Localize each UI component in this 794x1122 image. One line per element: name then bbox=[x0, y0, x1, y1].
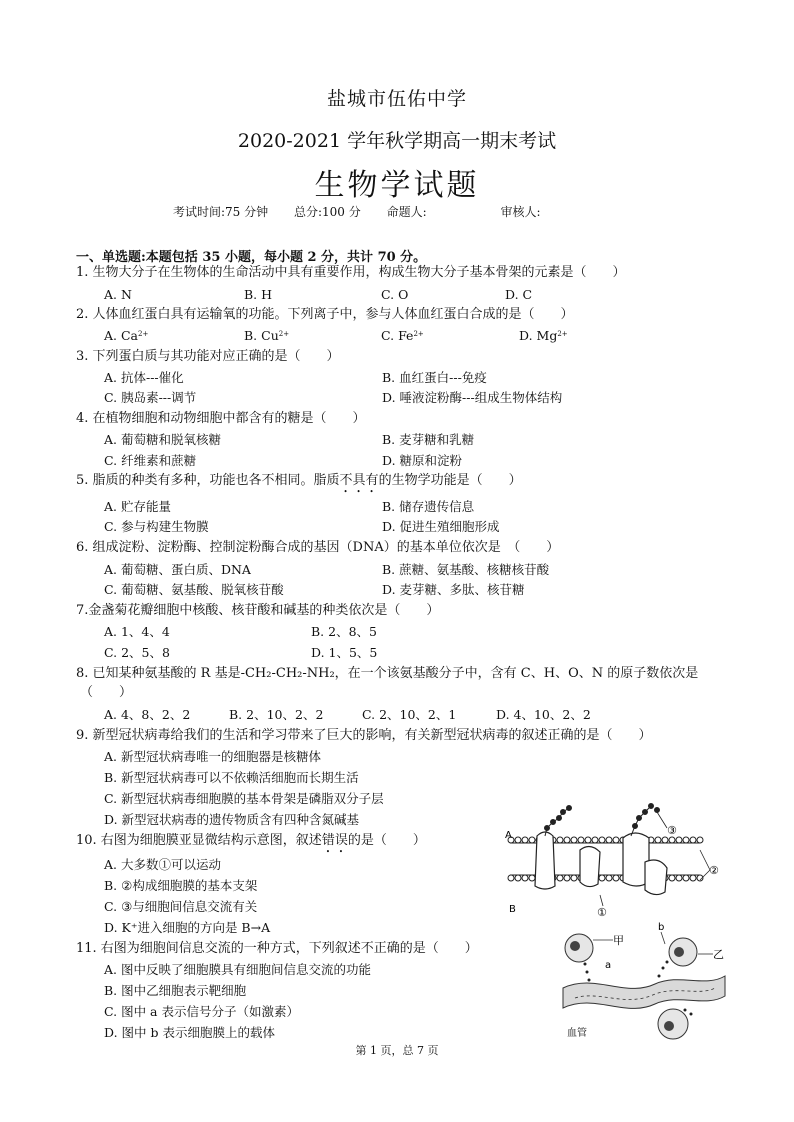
option: A. 1、4、4 bbox=[104, 624, 170, 639]
option: B. 麦芽糖和乳糖 bbox=[382, 432, 475, 447]
glycoprotein-chain bbox=[545, 804, 660, 837]
option: D. 1、5、5 bbox=[311, 645, 378, 660]
option: D. 唾液淀粉酶---组成生物体结构 bbox=[382, 390, 563, 405]
phospholipid-head bbox=[557, 837, 563, 843]
question-stem: 8. 已知某种氨基酸的 R 基是-CH₂-CH₂-NH₂，在一个该氨基酸分子中，含有 C、H、O、N 的原子数依次是 bbox=[76, 666, 699, 681]
option: B. 蔗糖、氨基酸、核糖核苷酸 bbox=[382, 562, 550, 577]
exam-author: 命题人: bbox=[386, 205, 427, 219]
option: D. $Mg^{2+}$ bbox=[519, 328, 568, 343]
phospholipid-head bbox=[564, 875, 570, 881]
option: C. 纤维素和蔗糖 bbox=[104, 453, 197, 468]
phospholipid-head bbox=[599, 837, 605, 843]
phospholipid-head bbox=[613, 837, 619, 843]
exam-time: 考试时间:75 分钟 bbox=[173, 205, 269, 219]
option: A. 大多数①可以运动 bbox=[104, 857, 221, 872]
option: B. 储存遗传信息 bbox=[382, 499, 475, 514]
phospholipid-head bbox=[606, 837, 612, 843]
section-heading: 一、单选题:本题包括 35 小题，每小题 2 分，共计 70 分。 bbox=[76, 250, 427, 265]
phospholipid-head bbox=[655, 837, 661, 843]
option: C. 葡萄糖、氨基酸、脱氧核苷酸 bbox=[104, 582, 284, 597]
option: C. 新型冠状病毒细胞膜的基本骨架是磷脂双分子层 bbox=[104, 791, 384, 806]
signaling-diagram bbox=[555, 918, 730, 1048]
option: C. 胰岛素---调节 bbox=[104, 390, 197, 405]
phospholipid-head bbox=[599, 875, 605, 881]
phospholipid-head bbox=[606, 875, 612, 881]
option: D. 新型冠状病毒的遗传物质含有四种含氮碱基 bbox=[104, 812, 360, 827]
phospholipid-head bbox=[529, 875, 535, 881]
membrane-diagram bbox=[505, 800, 725, 920]
option: B. 2、10、2、2 bbox=[229, 707, 324, 722]
phospholipid-head bbox=[578, 837, 584, 843]
phospholipid-head bbox=[571, 837, 577, 843]
question-stem: 1. 生物大分子在生物体的生命活动中具有重要作用，构成生物大分子基本骨架的元素是（ ） bbox=[76, 265, 626, 280]
exam-term: 2020-2021 学年秋学期高一期末考试 bbox=[237, 130, 557, 152]
option: A. 贮存能量 bbox=[104, 499, 171, 514]
exam-reviewer: 审核人: bbox=[500, 205, 541, 219]
label-a: A bbox=[505, 830, 512, 841]
option: B. 新型冠状病毒可以不依赖活细胞而长期生活 bbox=[104, 770, 359, 785]
option: A. 葡萄糖和脱氧核糖 bbox=[104, 432, 221, 447]
question-stem-cont: （ ） bbox=[80, 685, 133, 700]
phospholipid-head bbox=[669, 837, 675, 843]
option: B. 2、8、5 bbox=[311, 624, 377, 639]
option: C. $Fe^{2+}$ bbox=[381, 328, 424, 343]
phospholipid-head bbox=[662, 837, 668, 843]
phospholipid-head bbox=[571, 875, 577, 881]
option: C. 图中 a 表示信号分子（如激素） bbox=[104, 1004, 299, 1019]
option: A. 抗体---催化 bbox=[104, 370, 184, 385]
label-2: ② bbox=[709, 864, 719, 877]
label-yi: 乙 bbox=[713, 948, 724, 961]
option: C. ③与细胞间信息交流有关 bbox=[104, 899, 258, 914]
option: C. 2、10、2、1 bbox=[362, 707, 457, 722]
phospholipid-head bbox=[690, 837, 696, 843]
option: D. 糖原和淀粉 bbox=[382, 453, 463, 468]
option: B. ②构成细胞膜的基本支架 bbox=[104, 878, 258, 893]
option: A. N bbox=[104, 287, 132, 302]
option: D. K⁺进入细胞的方向是 B→A bbox=[104, 920, 271, 935]
option: D. C bbox=[505, 287, 533, 302]
question-stem: 4. 在植物细胞和动物细胞中都含有的糖是（ ） bbox=[76, 411, 366, 426]
label-b: B bbox=[509, 904, 516, 915]
question-stem: 6. 组成淀粉、淀粉酶、控制淀粉酶合成的基因（DNA）的基本单位依次是 （ ） bbox=[76, 540, 560, 555]
option: C. 参与构建生物膜 bbox=[104, 519, 209, 534]
option: D. 4、10、2、2 bbox=[496, 707, 591, 722]
phospholipid-head bbox=[669, 875, 675, 881]
label-jia: 甲 bbox=[613, 934, 624, 947]
option: A. 葡萄糖、蛋白质、DNA bbox=[104, 562, 251, 577]
question-stem: 2. 人体血红蛋白具有运输氧的功能。下列离子中，参与人体血红蛋白合成的是（ ） bbox=[76, 307, 574, 322]
phospholipid-head bbox=[515, 875, 521, 881]
phospholipid-head bbox=[676, 837, 682, 843]
option: A. 4、8、2、2 bbox=[104, 707, 191, 722]
phospholipid-head bbox=[564, 837, 570, 843]
option: C. 2、5、8 bbox=[104, 645, 170, 660]
option: C. O bbox=[381, 287, 409, 302]
option: B. 图中乙细胞表示靶细胞 bbox=[104, 983, 247, 998]
exam-meta bbox=[173, 203, 562, 220]
option: A. 图中反映了细胞膜具有细胞间信息交流的功能 bbox=[104, 962, 371, 977]
label-a: a bbox=[605, 960, 612, 971]
option: D. 促进生殖细胞形成 bbox=[382, 519, 500, 534]
blood-vessel bbox=[563, 976, 725, 1008]
question-stem: 10. 右图为细胞膜亚显微结构示意图，叙述错误的是（ ） bbox=[76, 833, 426, 848]
option: B. 血红蛋白---免疫 bbox=[382, 370, 487, 385]
phospholipid-head bbox=[613, 875, 619, 881]
option: B. H bbox=[244, 287, 273, 302]
label-1: ① bbox=[597, 906, 607, 919]
label-vessel: 血管 bbox=[567, 1028, 587, 1039]
phospholipid-head bbox=[508, 875, 514, 881]
exam-subject: 生物学试题 bbox=[314, 168, 480, 203]
option: B. $Cu^{2+}$ bbox=[244, 328, 290, 343]
school-name: 盐城市伍佑中学 bbox=[326, 88, 467, 110]
option: A. 新型冠状病毒唯一的细胞器是核糖体 bbox=[104, 749, 321, 764]
phospholipid-head bbox=[592, 837, 598, 843]
phospholipid-head bbox=[585, 837, 591, 843]
phospholipid-head bbox=[683, 837, 689, 843]
label-b: b bbox=[658, 922, 665, 933]
phospholipid-head bbox=[522, 875, 528, 881]
phospholipid-head bbox=[690, 875, 696, 881]
question-stem: 9. 新型冠状病毒给我们的生活和学习带来了巨大的影响，有关新型冠状病毒的叙述正确的是（ ） bbox=[76, 728, 652, 743]
question-stem: 7.金盏菊花瓣细胞中核酸、核苷酸和碱基的种类依次是（ ） bbox=[76, 603, 440, 618]
phospholipid-head bbox=[515, 837, 521, 843]
question-stem: 5. 脂质的种类有多种，功能也各不相同。脂质不具有的生物学功能是（ ） bbox=[76, 473, 522, 488]
phospholipid-head bbox=[683, 875, 689, 881]
option: D. 麦芽糖、多肽、核苷糖 bbox=[382, 582, 525, 597]
page-footer: 第 1 页，总 7 页 bbox=[355, 1044, 439, 1057]
phospholipid-head bbox=[676, 875, 682, 881]
phospholipid-head bbox=[557, 875, 563, 881]
exam-score: 总分:100 分 bbox=[293, 205, 361, 219]
phospholipid-head bbox=[522, 837, 528, 843]
phospholipid-head bbox=[697, 837, 703, 843]
option: D. 图中 b 表示细胞膜上的载体 bbox=[104, 1025, 275, 1040]
label-3: ③ bbox=[667, 824, 677, 837]
phospholipid-head bbox=[529, 837, 535, 843]
question-stem: 3. 下列蛋白质与其功能对应正确的是（ ） bbox=[76, 349, 340, 364]
option: A. $Ca^{2+}$ bbox=[104, 328, 149, 343]
question-stem: 11. 右图为细胞间信息交流的一种方式，下列叙述不正确的是（ ） bbox=[76, 941, 478, 956]
